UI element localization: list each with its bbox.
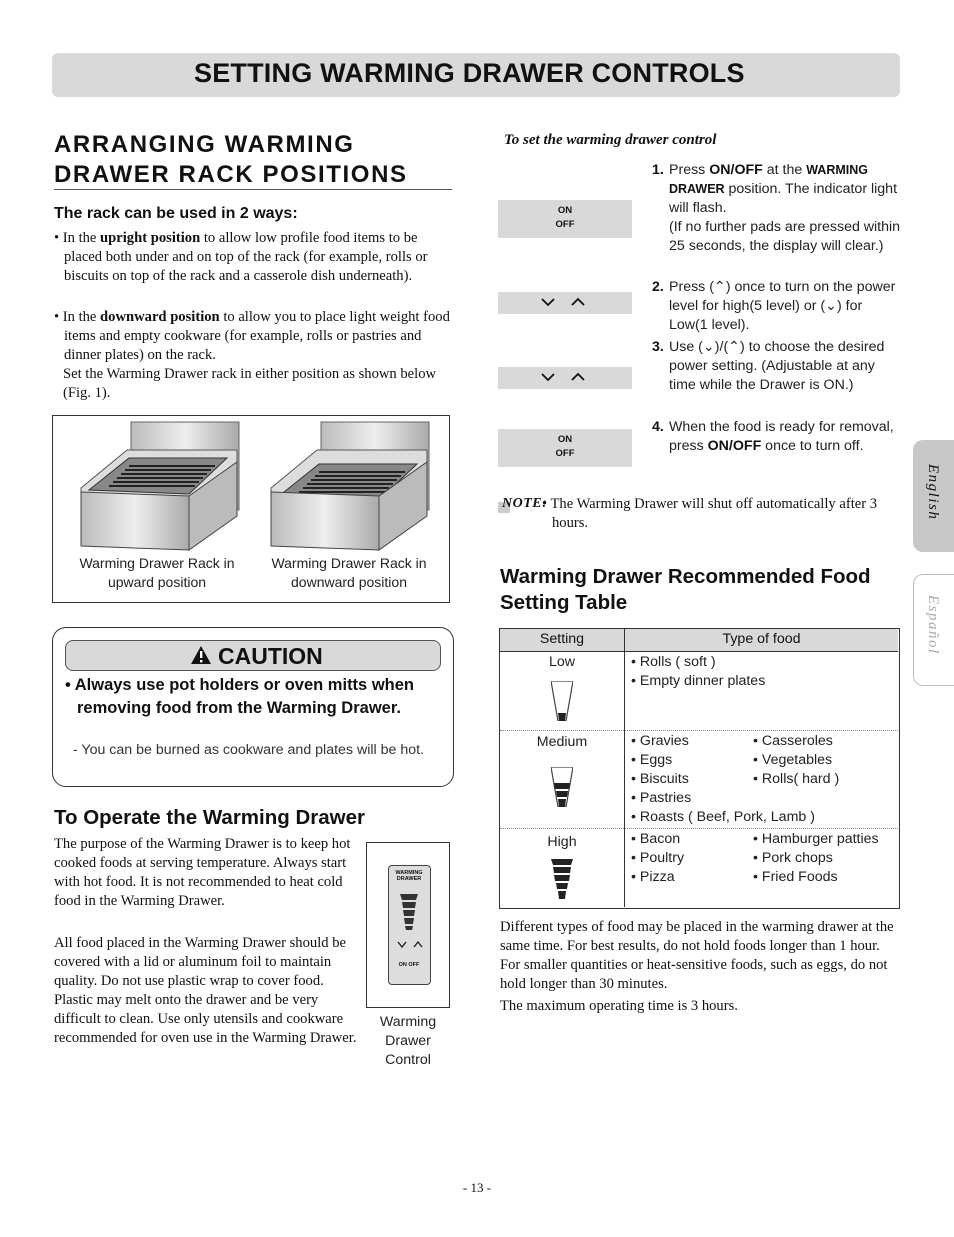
high-food: • Poultry xyxy=(631,850,685,866)
medium-food: • Casseroles xyxy=(753,733,833,749)
pad-on-label: ON xyxy=(557,205,573,216)
after-table-paragraph-1: Different types of food may be placed in the warming drawer at the same time. For best results, do not hold foods longer than 1 hour. For smaller quantities or heat-sensitive foods, such as eggs, do not hold longer than 30 minutes. xyxy=(500,919,894,992)
panel-label: WARMING DRAWER xyxy=(395,870,423,882)
title-bar xyxy=(52,53,900,97)
level-indicator-icon xyxy=(400,894,418,930)
medium-food: • Rolls( hard ) xyxy=(753,771,840,787)
note-label-box xyxy=(498,496,548,514)
column-divider xyxy=(624,629,625,907)
medium-food: • Biscuits xyxy=(631,771,689,787)
step-text: Press xyxy=(669,162,710,178)
up-down-arrows-icon xyxy=(540,372,586,384)
step-number: 1. xyxy=(652,162,664,178)
set-control-heading: To set the warming drawer control xyxy=(504,132,717,148)
rack-figure xyxy=(52,415,450,603)
note-text: • The Warming Drawer will shut off automatically after 3 hours. xyxy=(542,496,878,531)
medium-food: • Gravies xyxy=(631,733,689,749)
row-low-label: Low xyxy=(548,654,576,670)
caption-upward: Warming Drawer Rack in upward position xyxy=(79,555,235,590)
step-text: once to turn off. xyxy=(761,438,864,454)
pad-off-label: OFF xyxy=(555,448,575,459)
row-divider xyxy=(500,828,898,829)
note-label: NOTE: xyxy=(502,496,548,511)
step-text: position. The indicator light will flash. xyxy=(669,181,898,216)
up-down-arrows-icon xyxy=(540,297,586,309)
row-medium-label: Medium xyxy=(536,734,588,750)
medium-food: • Roasts ( Beef, Pork, Lamb ) xyxy=(631,809,815,825)
step-number: 3. xyxy=(652,339,664,355)
bullet-bold: downward position xyxy=(100,309,220,325)
medium-food: • Eggs xyxy=(631,752,673,768)
step-1-number xyxy=(652,161,664,180)
high-food: • Pizza xyxy=(631,869,675,885)
arrow-pad-2[interactable] xyxy=(498,367,632,389)
col-food-header: Type of food xyxy=(722,631,801,647)
caution-header xyxy=(65,640,441,671)
step-2: Press (⌃) once to turn on the power level for high(5 level) or (⌄) for Low(1 level). xyxy=(669,279,896,333)
step-4-number xyxy=(652,418,664,437)
on-off-pad-1[interactable] xyxy=(498,200,632,238)
step-3: Use (⌄)/(⌃) to choose the desired power setting. (Adjustable at any time while the Drawer is ON.) xyxy=(669,339,885,393)
step-number: 4. xyxy=(652,419,664,435)
caution-label: CAUTION xyxy=(218,643,323,669)
bullet-bold: upright position xyxy=(100,230,201,246)
row-high-label: High xyxy=(547,834,577,850)
step-note: (If no further pads are pressed within 25 seconds, the display will clear.) xyxy=(669,219,901,254)
step-text: When the food is ready for removal, press xyxy=(669,419,894,454)
tab-espanol-label: Español xyxy=(925,595,941,655)
on-off-pad-2[interactable] xyxy=(498,429,632,467)
operate-heading: To Operate the Warming Drawer xyxy=(54,806,365,829)
step-bold: WARMING DRAWER xyxy=(669,163,869,196)
page-number: - 13 - xyxy=(462,1180,492,1195)
caution-subtext: - You can be burned as cookware and plates will be hot. xyxy=(73,742,424,758)
step-3-number xyxy=(652,338,664,357)
row-divider xyxy=(500,730,898,731)
step-text: at the xyxy=(762,162,807,178)
rack-downward-illustration xyxy=(267,420,437,552)
high-food: • Hamburger patties xyxy=(753,831,879,847)
step-4 xyxy=(669,418,901,456)
table-heading: Warming Drawer Recommended Food Setting Table xyxy=(500,565,871,614)
step-2-number xyxy=(652,278,664,297)
panel-onoff-label: ON OFF xyxy=(398,962,420,968)
low-food-1: • Rolls ( soft ) xyxy=(631,654,716,670)
tab-english[interactable] xyxy=(913,440,954,552)
arrow-pad-1[interactable] xyxy=(498,292,632,314)
warning-icon xyxy=(190,645,212,665)
rack-subheading: The rack can be used in 2 ways: xyxy=(54,205,298,222)
pad-off-label: OFF xyxy=(555,219,575,230)
operate-paragraph-1: The purpose of the Warming Drawer is to keep hot cooked foods at serving temperature. Always start with hot food. It is not recommended to heat cold food in the Warming Drawer. xyxy=(54,836,351,909)
step-bold: ON/OFF xyxy=(709,162,763,178)
after-table-paragraph-2: The maximum operating time is 3 hours. xyxy=(500,998,738,1014)
heading-divider xyxy=(54,189,452,190)
bullet-text: to allow you to place light weight food items and empty cookware (for example, rolls or pastries and dinner plates) on the rack. xyxy=(64,309,450,363)
low-food-2: • Empty dinner plates xyxy=(631,673,766,689)
col-setting-header: Setting xyxy=(539,631,585,647)
high-food: • Pork chops xyxy=(753,850,833,866)
pad-on-label: ON xyxy=(557,434,573,445)
step-1 xyxy=(669,161,901,256)
bullet-prefix: • In the xyxy=(54,309,101,325)
tab-english-label: English xyxy=(925,464,941,521)
caption-downward: Warming Drawer Rack in downward position xyxy=(271,555,427,590)
rack-bullet-downward xyxy=(54,308,450,365)
control-panel-figure xyxy=(366,842,450,1008)
medium-level-icon xyxy=(551,767,573,807)
rack-upward-illustration xyxy=(77,420,247,552)
high-food: • Bacon xyxy=(631,831,681,847)
rack-bullet-upright xyxy=(54,229,450,286)
tab-espanol[interactable] xyxy=(913,574,954,686)
control-panel xyxy=(388,865,431,985)
rack-set-instruction: Set the Warming Drawer rack in either position as shown below (Fig. 1). xyxy=(63,366,437,401)
caution-box xyxy=(52,627,454,787)
bullet-prefix: • In the xyxy=(54,230,101,246)
low-level-icon xyxy=(551,681,573,721)
bullet-text: to allow low profile food items to be placed both under and on top of the rack (for example, rolls or biscuits on top of the rack and a casserole dish underneath). xyxy=(64,230,428,284)
arranging-heading: ARRANGING WARMING DRAWER RACK POSITIONS xyxy=(54,131,408,188)
operate-paragraph-2: All food placed in the Warming Drawer should be covered with a lid or aluminum foil to maintain quality. Do not use plastic wrap to cover food. Plastic may melt onto the drawer and be very difficult to clean. Use only utensils and cookware recommended for oven use in the Warming Drawer. xyxy=(54,935,357,1046)
page-title: SETTING WARMING DRAWER CONTROLS xyxy=(194,58,745,88)
control-figure-caption: Warming Drawer Control xyxy=(379,1014,437,1068)
high-level-icon xyxy=(551,859,573,899)
high-food: • Fried Foods xyxy=(753,869,838,885)
food-setting-table xyxy=(499,628,900,909)
step-bold: ON/OFF xyxy=(707,438,762,454)
step-number: 2. xyxy=(652,279,664,295)
medium-food: • Vegetables xyxy=(753,752,833,768)
medium-food: • Pastries xyxy=(631,790,692,806)
caution-bullet: • Always use pot holders or oven mitts when removing food from the Warming Drawer. xyxy=(65,676,414,717)
up-down-arrows-icon xyxy=(397,940,423,950)
